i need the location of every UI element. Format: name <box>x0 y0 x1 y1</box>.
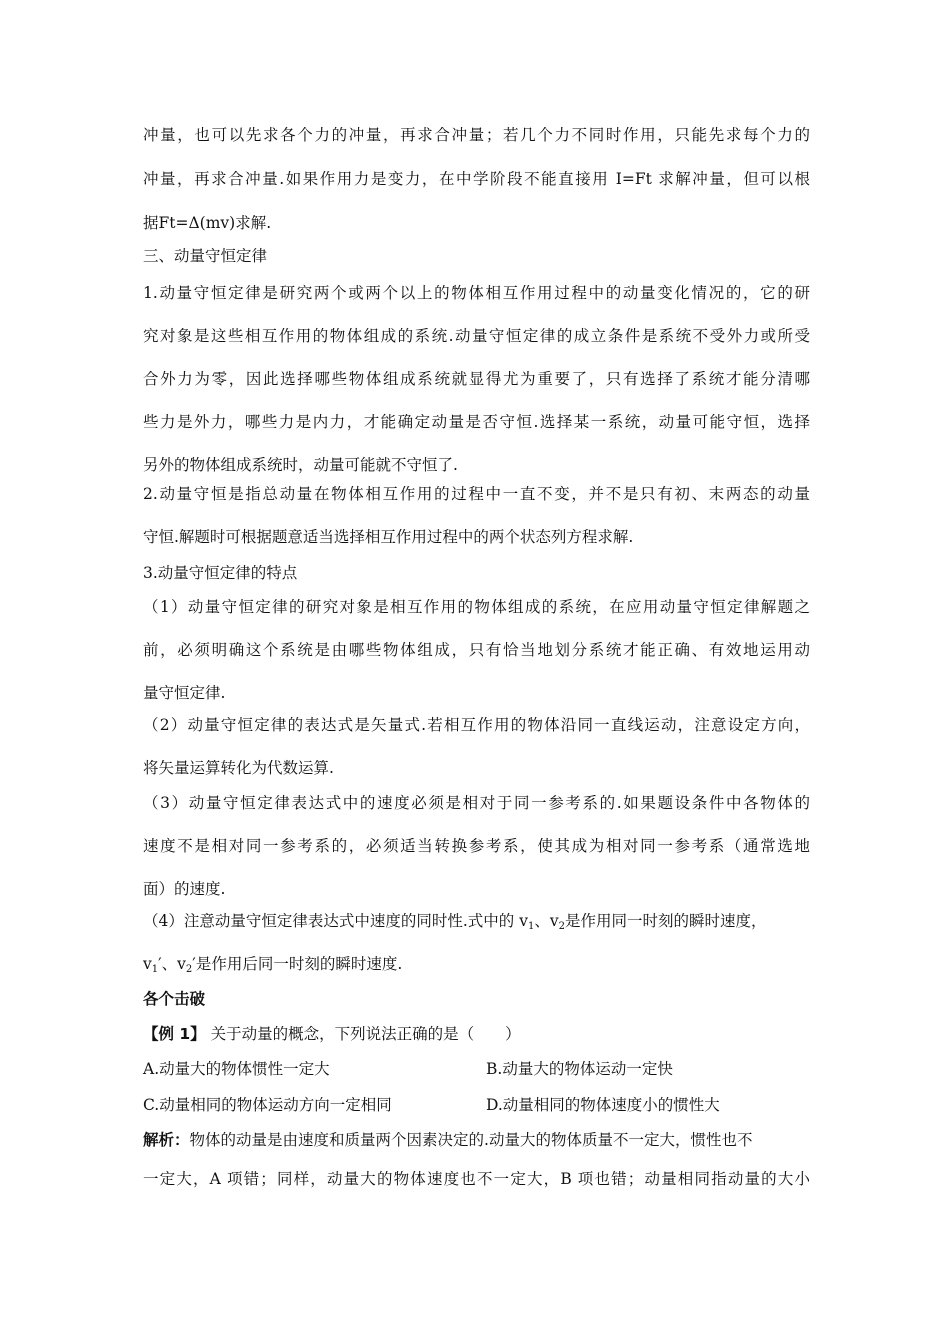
analysis-line <box>143 1130 810 1150</box>
paragraph-line: （3）动量守恒定律表达式中的速度必须是相对于同一参考系的.如果题设条件中各物体的 <box>143 794 810 812</box>
option-b: B.动量大的物体运动一定快 <box>486 1060 673 1078</box>
paragraph-line: 究对象是这些相互作用的物体组成的系统.动量守恒定律的成立条件是系统不受外力或所受 <box>143 327 810 345</box>
text-run: ′、v <box>158 955 186 973</box>
paragraph-line: 量守恒定律. <box>143 684 226 702</box>
paragraph-line: 速度不是相对同一参考系的，必须适当转换参考系，使其成为相对同一参考系（通常选地 <box>143 837 810 855</box>
analysis-line: 一定大，A 项错；同样，动量大的物体速度也不一定大，B 项也错；动量相同指动量的大小 <box>143 1170 810 1188</box>
paragraph-line: （2）动量守恒定律的表达式是矢量式.若相互作用的物体沿同一直线运动，注意设定方向， <box>143 716 810 734</box>
paragraph-line: 守恒.解题时可根据题意适当选择相互作用过程中的两个状态列方程求解. <box>143 528 634 546</box>
subscript: 2 <box>185 964 193 975</box>
paragraph-line: 另外的物体组成系统时，动量可能就不守恒了. <box>143 456 458 474</box>
subscript: 2 <box>558 921 565 932</box>
paragraph-line <box>143 954 402 974</box>
paragraph-line: 1.动量守恒定律是研究两个或两个以上的物体相互作用过程中的动量变化情况的，它的研 <box>143 284 810 302</box>
example-label: 【例 1】 <box>143 1025 206 1043</box>
option-d: D.动量相同的物体速度小的惯性大 <box>486 1096 720 1114</box>
paragraph-line: 据Ft=Δ(mv)求解. <box>143 214 272 232</box>
question-text: 关于动量的概念，下列说法正确的是（ ） <box>205 1025 521 1043</box>
paragraph-line: 将矢量运算转化为代数运算. <box>143 759 334 777</box>
paragraph-line: 冲量，也可以先求各个力的冲量，再求合冲量；若几个力不同时作用，只能先求每个力的 <box>143 126 810 144</box>
option-a: A.动量大的物体惯性一定大 <box>143 1060 330 1078</box>
paragraph-line: 2.动量守恒是指总动量在物体相互作用的过程中一直不变，并不是只有初、末两态的动量 <box>143 485 810 503</box>
subheading: 3.动量守恒定律的特点 <box>143 564 298 582</box>
text-run: （4）注意动量守恒定律表达式中速度的同时性.式中的 v <box>143 912 528 930</box>
example-question <box>143 1024 521 1044</box>
paragraph-line: 冲量，再求合冲量.如果作用力是变力，在中学阶段不能直接用 I=Ft 求解冲量，但可以根 <box>143 170 810 188</box>
subscript: 1 <box>151 964 159 975</box>
paragraph-line: 前，必须明确这个系统是由哪些物体组成，只有恰当地划分系统才能正确、有效地运用动 <box>143 641 810 659</box>
section-title: 各个击破 <box>143 990 206 1008</box>
paragraph-line: 合外力为零，因此选择哪些物体组成系统就显得尤为重要了，只有选择了系统才能分清哪 <box>143 370 810 388</box>
text-run: 、v <box>534 912 559 930</box>
paragraph-line: （1）动量守恒定律的研究对象是相互作用的物体组成的系统，在应用动量守恒定律解题之 <box>143 598 810 616</box>
text-run: 是作用同一时刻的瞬时速度， <box>565 912 767 930</box>
section-heading: 三、动量守恒定律 <box>143 247 268 265</box>
subscript: 1 <box>527 921 535 932</box>
paragraph-line: 面）的速度. <box>143 880 226 898</box>
option-c: C.动量相同的物体运动方向一定相同 <box>143 1096 392 1114</box>
paragraph-line: 些力是外力，哪些力是内力，才能确定动量是否守恒.选择某一系统，动量可能守恒，选择 <box>143 413 810 431</box>
analysis-label: 解析： <box>143 1131 190 1149</box>
paragraph-line <box>143 911 810 931</box>
text-run: ′是作用后同一时刻的瞬时速度. <box>192 955 403 973</box>
analysis-text: 物体的动量是由速度和质量两个因素决定的.动量大的物体质量不一定大，惯性也不 <box>189 1131 753 1149</box>
text-run: v <box>143 955 152 973</box>
